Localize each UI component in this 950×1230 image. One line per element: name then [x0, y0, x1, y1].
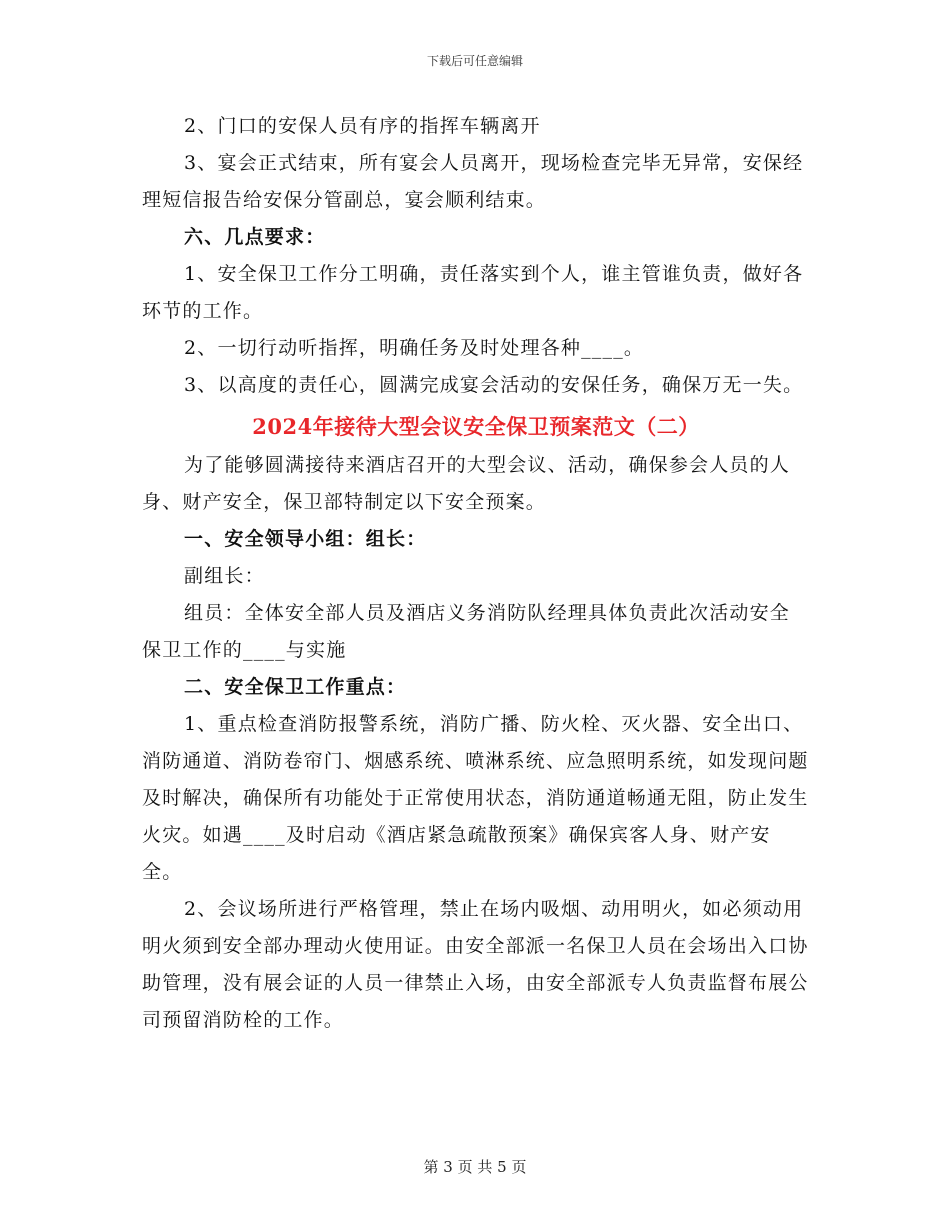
- paragraph: 3、宴会正式结束，所有宴会人员离开，现场检查完毕无异常，安保经理短信报告给安保分管副总，宴会顺利结束。: [142, 152, 804, 211]
- paragraph: 为了能够圆满接待来酒店召开的大型会议、活动，确保参会人员的人身、财产安全，保卫部特制定以下安全预案。: [142, 454, 791, 513]
- document-body: [142, 108, 810, 1039]
- paragraph: 3、以高度的责任心，圆满完成宴会活动的安保任务，确保万无一失。: [184, 374, 804, 396]
- paragraph: 1、安全保卫工作分工明确，责任落实到个人，谁主管谁负责，做好各环节的工作。: [142, 263, 804, 322]
- paragraph: 2、一切行动听指挥，明确任务及时处理各种____。: [184, 337, 645, 359]
- document-title: 2024年接待大型会议安全保卫预案范文（二）: [252, 414, 700, 439]
- page-footer: 第 3 页 共 5 页: [423, 1158, 527, 1176]
- paragraph: 副组长：: [184, 565, 265, 587]
- section-heading: 六、几点要求：: [184, 226, 326, 248]
- section-heading: 二、安全保卫工作重点：: [184, 676, 407, 698]
- paragraph: 组员：全体安全部人员及酒店义务消防队经理具体负责此次活动安全保卫工作的____与实施: [142, 602, 791, 661]
- paragraph: 2、门口的安保人员有序的指挥车辆离开: [184, 115, 541, 137]
- paragraph: 2、会议场所进行严格管理，禁止在场内吸烟、动用明火，如必须动用明火须到安全部办理动火使用证。由安全部派一名保卫人员在会场出入口协助管理，没有展会证的人员一律禁止入场，由安全部派专人负责监督布展公司预留消防栓的工作。: [142, 898, 809, 1031]
- paragraph: 1、重点检查消防报警系统，消防广播、防火栓、灭火器、安全出口、消防通道、消防卷帘门、烟感系统、喷淋系统、应急照明系统，如发现问题及时解决，确保所有功能处于正常使用状态，消防通道畅通无阻，防止发生火灾。如遇____及时启动《酒店紧急疏散预案》确保宾客人身、财产安全。: [142, 713, 809, 883]
- section-heading: 一、安全领导小组：组长：: [184, 528, 427, 550]
- page-header: 下载后可任意编辑: [426, 54, 523, 68]
